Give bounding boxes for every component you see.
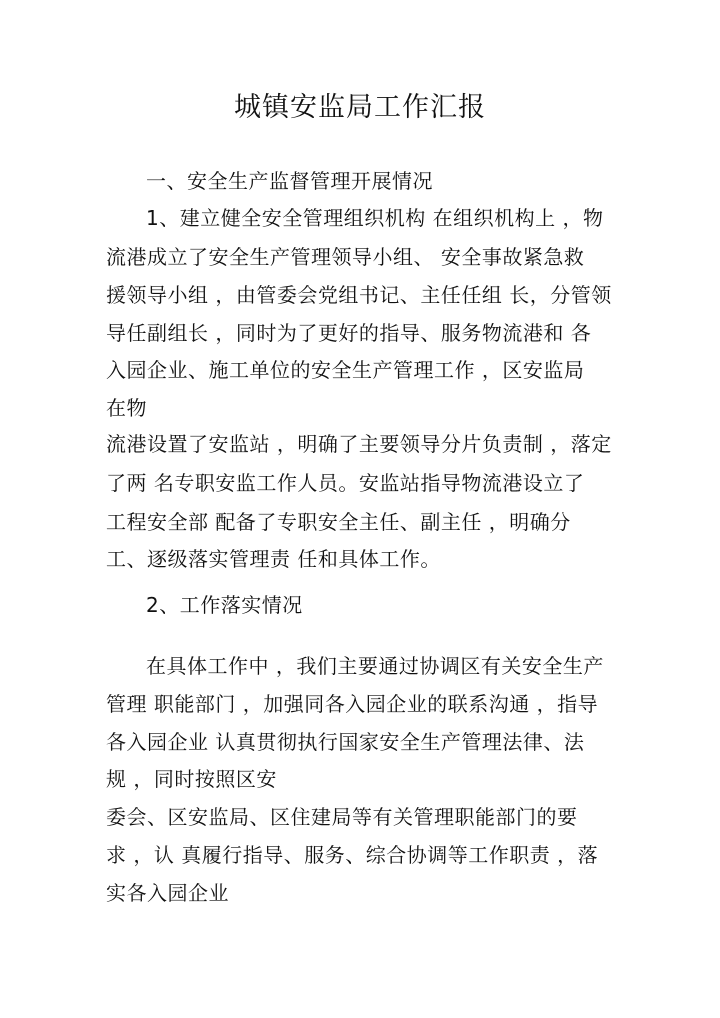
paragraph-line: 导任副组长 ，同时为了更好的指导、服务物流港和 各	[106, 321, 592, 345]
paragraph-line: 各入园企业 认真贯彻执行国家安全生产管理法律、法	[106, 730, 585, 754]
paragraph-line: 流港设置了安监站 ，明确了主要领导分片负责制 ，落定	[106, 432, 612, 456]
paragraph-line: 委会、区安监局、区住建局等有关管理职能部门的要	[106, 805, 578, 829]
paragraph-line: 求 ，认 真履行指导、服务、综合协调等工作职责 ，落	[106, 843, 599, 867]
paragraph-line: 工、逐级落实管理责 任和具体工作。	[106, 547, 441, 571]
paragraph-line: 入园企业、施工单位的安全生产管理工作 ，区安监局	[106, 358, 585, 382]
document-title: 城镇安监局工作汇报	[234, 92, 486, 123]
paragraph-line: 实各入园企业	[106, 881, 229, 905]
paragraph-line: 规 ，同时按照区安	[106, 767, 277, 791]
section-heading: 一、安全生产监督管理开展情况	[146, 169, 433, 193]
paragraph-line: 1、建立健全安全管理组织机构 在组织机构上 ，物	[146, 206, 604, 230]
paragraph-line: 了两 名专职安监工作人员。安监站指导物流港设立了	[106, 471, 585, 495]
paragraph-line: 援领导小组 ，由管委会党组书记、主任任组 长，分管领	[106, 283, 612, 307]
paragraph-line: 在具体工作中 ，我们主要通过协调区有关安全生产	[146, 654, 604, 678]
paragraph-line: 工程安全部 配备了专职安全主任、副主任 ，明确分	[106, 510, 571, 534]
paragraph-line: 在物	[106, 396, 147, 420]
paragraph-line: 流港成立了安全生产管理领导小组、 安全事故紧急救	[106, 245, 585, 269]
paragraph-line: 管理 职能部门 ，加强同各入园企业的联系沟通 ，指导	[106, 692, 599, 716]
subsection-heading: 2、工作落实情况	[146, 593, 303, 617]
